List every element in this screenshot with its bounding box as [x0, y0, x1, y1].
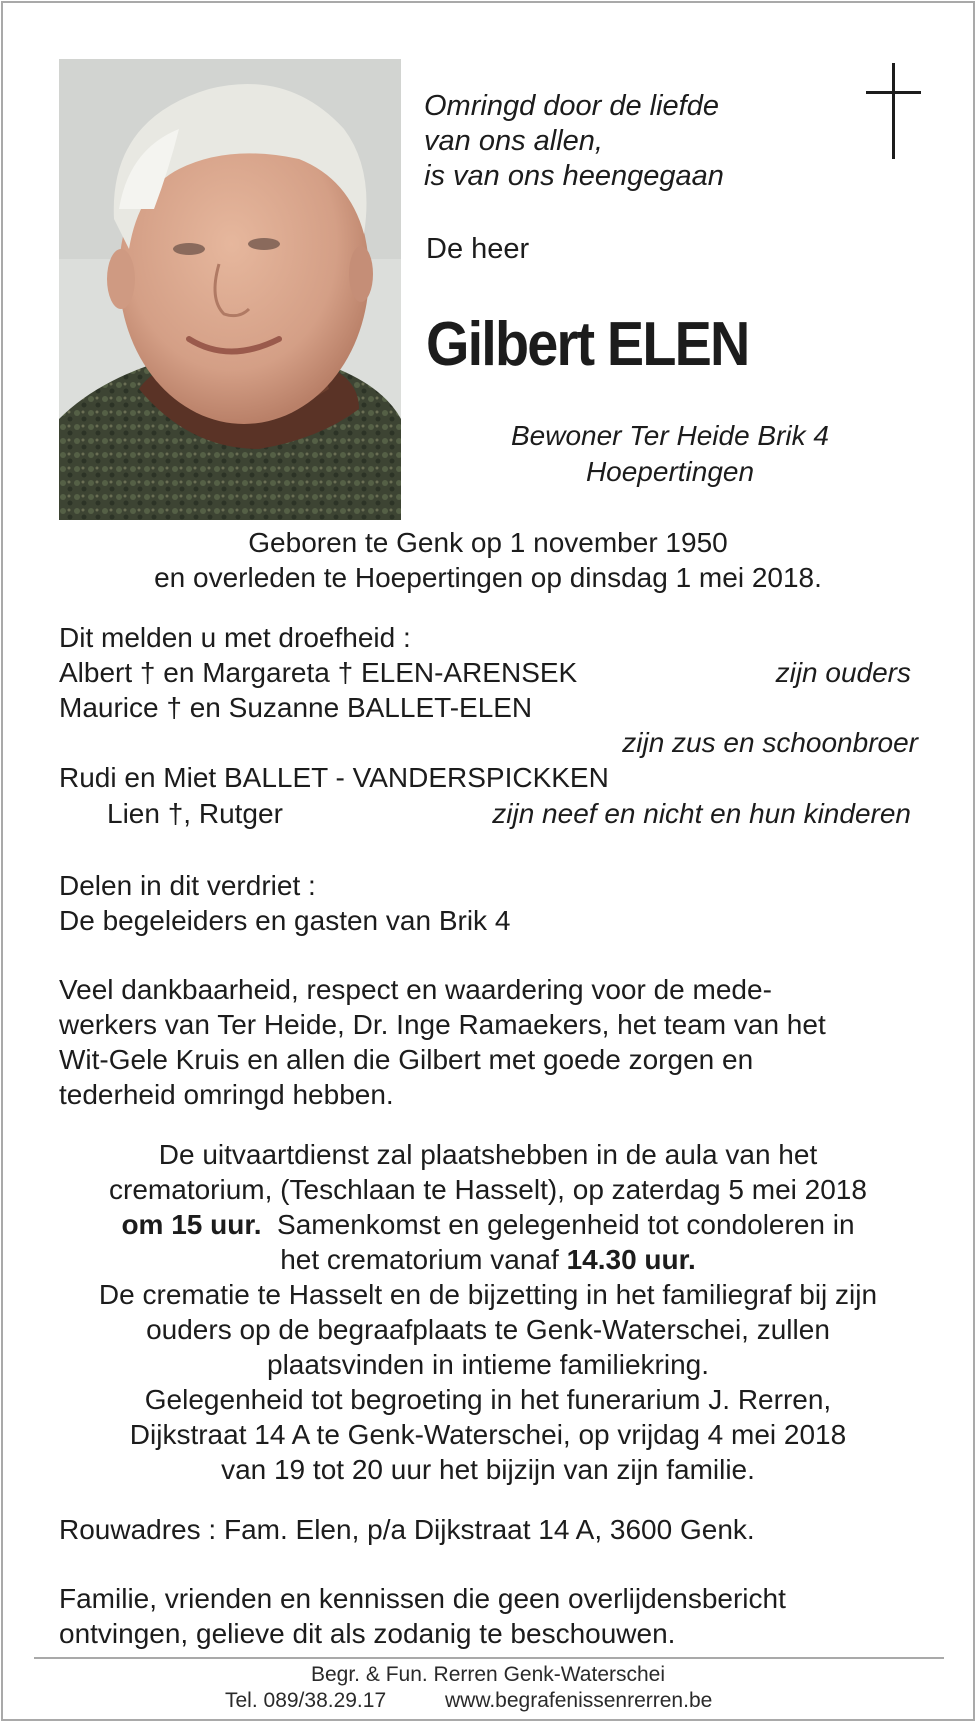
service-line: Dijkstraat 14 A te Genk-Waterschei, op vrijdag 4 mei 2018 [129, 1419, 847, 1450]
sharing-heading: Delen in dit verdriet : [59, 870, 316, 901]
birth-line: Geboren te Genk op 1 november 1950 [248, 527, 728, 558]
funeral-company: Begr. & Fun. Rerren Genk-Waterschei [310, 1663, 666, 1686]
thanks-line: werkers van Ter Heide, Dr. Inge Ramaekers, het team van het [59, 1009, 826, 1040]
service-line [0, 1211, 976, 1239]
notice-line: ontvingen, gelieve dit als zodanig te beschouwen. [59, 1618, 676, 1649]
service-line: De uitvaartdienst zal plaatshebben in de aula van het [158, 1139, 818, 1170]
deceased-name: Gilbert ELEN [426, 310, 749, 379]
cross-icon [866, 63, 921, 159]
service-text: het crematorium vanaf [280, 1244, 559, 1275]
intro-line: Omringd door de liefde [424, 90, 719, 122]
footer-divider [34, 1657, 944, 1659]
mourners-heading: Dit melden u met droefheid : [59, 622, 411, 653]
service-line: van 19 tot 20 uur het bijzijn van zijn familie. [221, 1454, 755, 1485]
sister-names: Maurice † en Suzanne BALLET-ELEN [59, 692, 533, 723]
condolence-time: 14.30 uur. [566, 1244, 696, 1275]
salutation: De heer [426, 233, 530, 265]
service-line: De crematie te Hasselt en de bijzetting in het familiegraf bij zijn [98, 1279, 878, 1310]
parents-relation: zijn ouders [775, 657, 911, 688]
funeral-phone: Tel. 089/38.29.17 [225, 1689, 387, 1712]
children-names: Lien †, Rutger [107, 798, 283, 829]
thanks-line: Veel dankbaarheid, respect en waardering voor de mede- [59, 974, 772, 1005]
funeral-website: www.begrafenissenrerren.be [445, 1689, 713, 1712]
intro-line: van ons allen, [424, 125, 603, 157]
service-line [0, 1246, 976, 1274]
intro-line: is van ons heengegaan [424, 160, 724, 192]
death-line: en overleden te Hoepertingen op dinsdag 1 mei 2018. [154, 562, 822, 593]
service-text: Samenkomst en gelegenheid tot condoleren in [277, 1209, 855, 1240]
thanks-line: tederheid omringd hebben. [59, 1079, 394, 1110]
mourning-address: Rouwadres : Fam. Elen, p/a Dijkstraat 14 A, 3600 Genk. [59, 1514, 755, 1545]
nephew-relation: zijn neef en nicht en hun kinderen [492, 798, 911, 829]
service-line: Gelegenheid tot begroeting in het funerarium J. Rerren, [144, 1384, 832, 1415]
service-time: om 15 uur. [121, 1209, 262, 1240]
service-line: crematorium, (Teschlaan te Hasselt), op zaterdag 5 mei 2018 [109, 1174, 867, 1205]
portrait-photo [59, 59, 401, 520]
residence-line: Hoepertingen [585, 456, 755, 487]
sharing-text: De begeleiders en gasten van Brik 4 [59, 905, 511, 936]
sister-relation: zijn zus en schoonbroer [622, 727, 918, 758]
thanks-line: Wit-Gele Kruis en allen die Gilbert met goede zorgen en [59, 1044, 754, 1075]
nephew-names: Rudi en Miet BALLET - VANDERSPICKKEN [59, 762, 609, 793]
service-line: ouders op de begraafplaats te Genk-Waterschei, zullen [146, 1314, 830, 1345]
service-line: plaatsvinden in intieme familiekring. [267, 1349, 709, 1380]
notice-line: Familie, vrienden en kennissen die geen overlijdensbericht [59, 1583, 786, 1614]
residence-line: Bewoner Ter Heide Brik 4 [510, 420, 829, 451]
parents-names: Albert † en Margareta † ELEN-ARENSEK [59, 657, 578, 688]
